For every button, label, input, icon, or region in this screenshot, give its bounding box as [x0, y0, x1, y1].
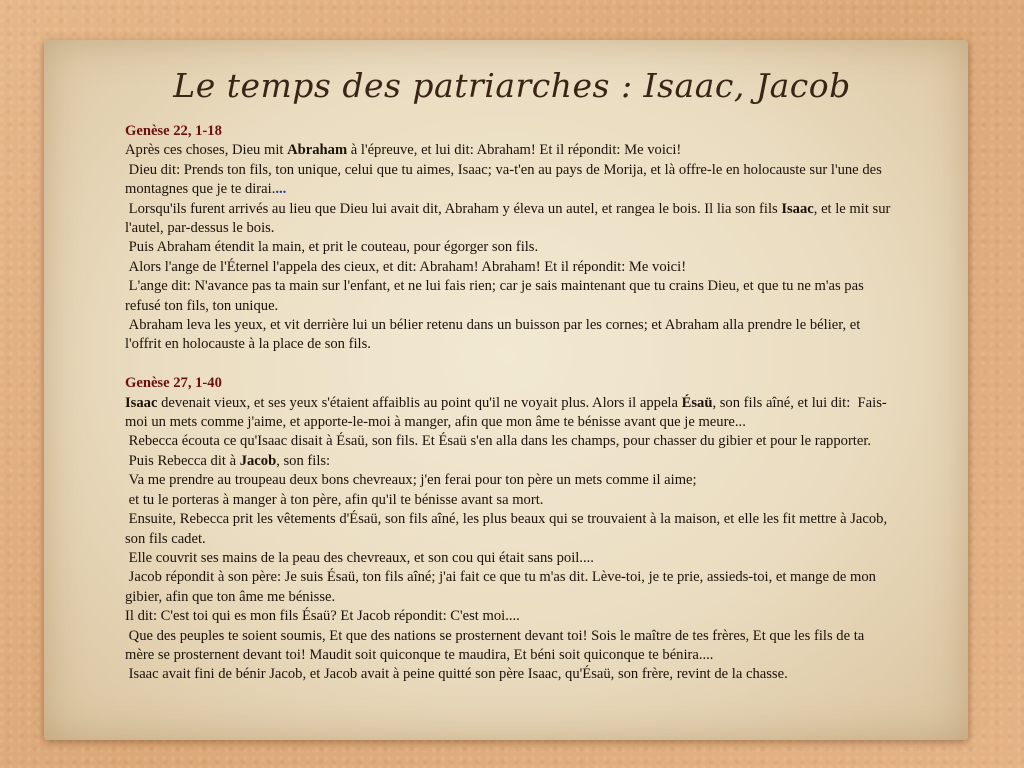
scripture-reference-2: Genèse 27, 1-40: [125, 375, 222, 392]
paragraph: Abraham leva les yeux, et vit derrière lui un bélier retenu dans un buisson par les cornes; et Abraham alla prendre le bélier, et l'offrit en holocauste à la place de son fils.: [125, 317, 864, 353]
paragraph: Après ces choses, Dieu mit Abraham à l'épreuve, et lui dit: Abraham! Et il répondit: Me voici!: [125, 142, 682, 159]
paragraph: Ensuite, Rebecca prit les vêtements d'Ésaü, son fils aîné, les plus beaux qui se trouvaient à la maison, et elle les fit mettre à Jacob, son fils cadet.: [125, 511, 891, 547]
slide-title: Le temps des patriarches : Isaac, Jacob: [173, 66, 851, 105]
paragraph: Isaac avait fini de bénir Jacob, et Jacob avait à peine quitté son père Isaac, qu'Ésaü, son frère, revint de la chasse.: [125, 666, 788, 683]
paragraph: Jacob répondit à son père: Je suis Ésaü, ton fils aîné; j'ai fait ce que tu m'as dit. Lève-toi, je te prie, assieds-toi, et mange de mon gibier, afin que ton âme me bénisse.: [125, 569, 880, 605]
paragraph: Rebecca écouta ce qu'Isaac disait à Ésaü, son fils. Et Ésaü s'en alla dans les champs, pour chasser du gibier et pour le rapporter.: [125, 433, 872, 450]
paragraph: Alors l'ange de l'Éternel l'appela des cieux, et dit: Abraham! Abraham! Et il répondit: Me voici!: [125, 258, 687, 275]
section-gap: [125, 355, 895, 374]
scripture-reference-1: Genèse 22, 1-18: [125, 123, 222, 139]
bold-name: Jacob: [239, 452, 277, 469]
paragraph: Dieu dit: Prends ton fils, ton unique, celui que tu aimes, Isaac; va-t'en au pays de Morija, et là offre-le en holocauste sur l'une des montagnes que je te dirai....: [125, 161, 886, 198]
bold-name: Abraham: [287, 142, 348, 159]
paragraph: Que des peuples te soient soumis, Et que des nations se prosternent devant toi! Sois le maître de tes frères, Et que les fils de ta mère se prosternent devant toi! Maudit soit quiconque te maudira, Et béni soit quiconque te bénira....: [125, 627, 868, 663]
paragraph: Isaac devenait vieux, et ses yeux s'étaient affaiblis au point qu'il ne voyait plus. Alors il appela Ésaü, son fils aîné, et lui dit: Fais-moi un mets comme j'aime, et apporte-le-moi à manger, afin que mon âme te bénisse avant que je meure...: [125, 394, 887, 431]
paragraph: Il dit: C'est toi qui es mon fils Ésaü? Et Jacob répondit: C'est moi....: [125, 608, 520, 625]
paragraph: Elle couvrit ses mains de la peau des chevreaux, et son cou qui était sans poil....: [125, 549, 594, 566]
paragraph: L'ange dit: N'avance pas ta main sur l'enfant, et ne lui fais rien; car je sais maintenant que tu crains Dieu, et que tu ne m'as pas refusé ton fils, ton unique.: [125, 278, 868, 314]
bold-name: Isaac: [781, 200, 814, 217]
paragraph: Puis Abraham étendit la main, et prit le couteau, pour égorger son fils.: [125, 239, 539, 256]
paragraph: Va me prendre au troupeau deux bons chevreaux; j'en ferai pour ton père un mets comme il aime;: [125, 472, 697, 489]
bold-name: Isaac: [125, 394, 158, 411]
more-link[interactable]: ...: [275, 181, 287, 198]
slide-body: [125, 122, 895, 685]
bold-name: Ésaü: [681, 394, 713, 411]
paragraph: Lorsqu'ils furent arrivés au lieu que Dieu lui avait dit, Abraham y éleva un autel, et rangea le bois. Il lia son fils Isaac, et le mit sur l'autel, par-dessus le bois.: [125, 200, 895, 237]
paragraph: Puis Rebecca dit à Jacob, son fils:: [125, 452, 331, 469]
paragraph: et tu le porteras à manger à ton père, afin qu'il te bénisse avant sa mort.: [125, 491, 544, 508]
